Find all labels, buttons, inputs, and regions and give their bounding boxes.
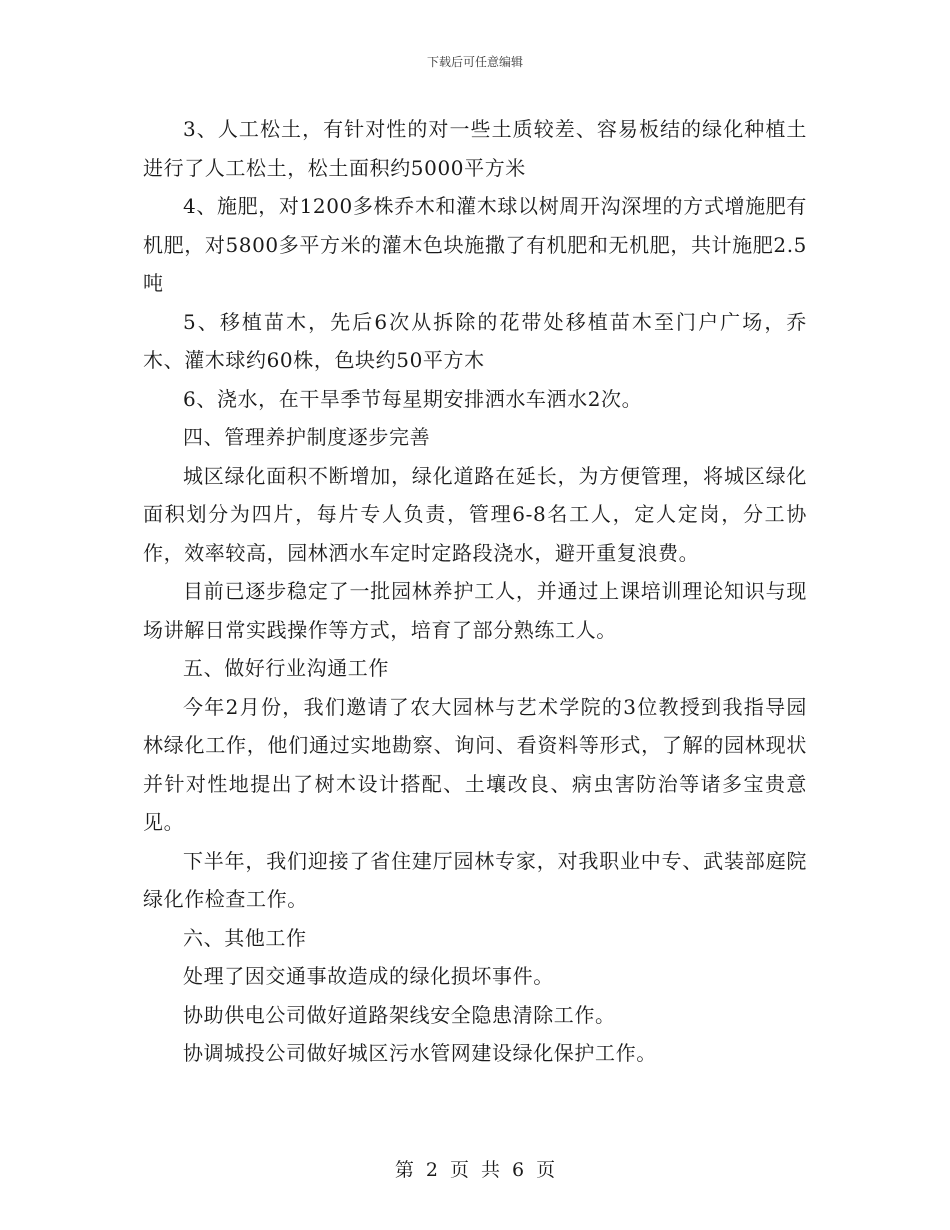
section-heading-other: 六、其他工作 <box>183 925 307 950</box>
paragraph-expert-visit: 今年2月份，我们邀请了农大园林与艺术学院的3位教授到我指导园林绿化工作，他们通过实地勘察、询问、看资料等形式，了解的园林现状并针对性地提出了树木设计搭配、土壤改良、病虫害防治等诸多宝贵意见。 <box>143 694 807 834</box>
paragraph-management-zones: 城区绿化面积不断增加，绿化道路在延长，为方便管理，将城区绿化面积划分为四片，每片专人负责，管理6-8名工人，定人定岗，分工协作，效率较高，园林洒水车定时定路段浇水，避开重复浪费。 <box>143 463 807 565</box>
page-number: 第 2 页 共 6 页 <box>394 1159 556 1181</box>
section-heading-management: 四、管理养护制度逐步完善 <box>183 425 431 449</box>
paragraph-transplanting: 5、移植苗木，先后6次从拆除的花带处移植苗木至门户广场，乔木、灌木球约60株，色块约50平方木 <box>143 309 807 372</box>
paragraph-loosening-soil: 3、人工松土，有针对性的对一些土质较差、容易板结的绿化种植土进行了人工松土，松土面积约5000平方米 <box>143 117 807 180</box>
paragraph-accident-damage: 处理了因交通事故造成的绿化损坏事件。 <box>183 964 554 988</box>
section-heading-communication: 五、做好行业沟通工作 <box>183 656 389 680</box>
paragraph-fertilizing: 4、施肥，对1200多株乔木和灌木球以树周开沟深埋的方式增施肥有机肥，对5800多平方米的灌木色块施撒了有机肥和无机肥，共计施肥2.5吨 <box>143 194 807 295</box>
document-body <box>143 110 807 1073</box>
paragraph-worker-training: 目前已逐步稳定了一批园林养护工人，并通过上课培训理论知识与现场讲解日常实践操作等方式，培育了部分熟练工人。 <box>143 579 807 642</box>
paragraph-power-lines: 协助供电公司做好道路架线安全隐患清除工作。 <box>183 1002 616 1027</box>
page-header: 下载后可任意编辑 <box>426 55 523 69</box>
paragraph-inspection: 下半年，我们迎接了省住建厅园林专家，对我职业中专、武装部庭院绿化作检查工作。 <box>143 848 807 911</box>
paragraph-watering: 6、浇水，在干旱季节每星期安排洒水车洒水2次。 <box>183 386 643 411</box>
paragraph-sewer-network: 协调城投公司做好城区污水管网建设绿化保护工作。 <box>183 1041 657 1065</box>
